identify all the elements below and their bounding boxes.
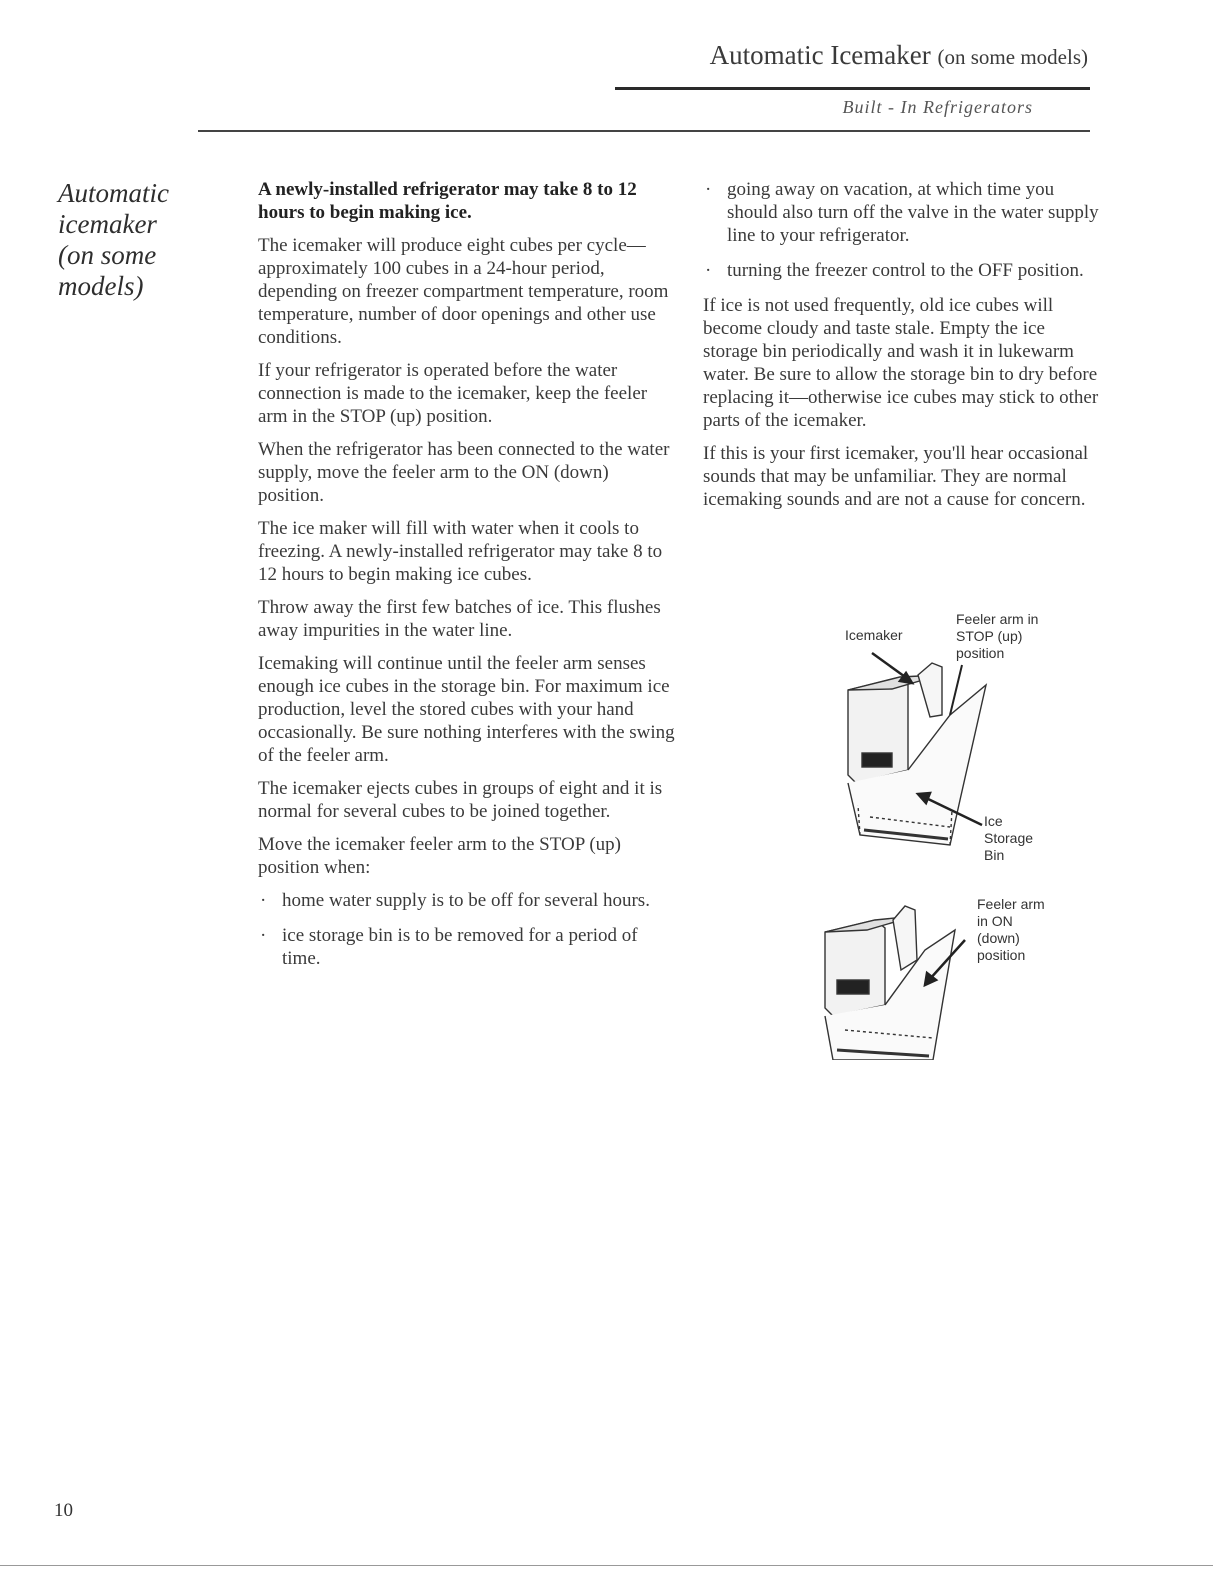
- bullet-item: [258, 889, 678, 912]
- icemaker-label-plate: [837, 980, 869, 994]
- section-heading-line: models): [58, 271, 144, 301]
- label-icemaker: Icemaker: [845, 627, 903, 643]
- header-rule-light: [198, 130, 1090, 132]
- body-paragraph: The icemaker will produce eight cubes per cycle—approximately 100 cubes in a 24-hour period, depending on freezer compartment temperature, room temperature, number of door openings and other use conditions.: [258, 235, 669, 348]
- bullet-text: turning the freezer control to the OFF position.: [727, 260, 1084, 281]
- bullet-item: [703, 259, 1103, 282]
- section-heading-line: (on some: [58, 240, 157, 270]
- label-line: position: [977, 947, 1026, 963]
- icemaker-figure-on: [805, 890, 1105, 1060]
- header-rule-heavy: [615, 87, 1090, 90]
- label-line: Feeler arm in: [956, 611, 1039, 627]
- body-paragraph: Icemaking will continue until the feeler arm senses enough ice cubes in the storage bin. For maximum ice production, level the stored cubes with your hand occasionally. Be sure nothing interferes with the swing of the feeler arm.: [258, 653, 675, 766]
- body-paragraph: Throw away the first few batches of ice. This flushes away impurities in the water line.: [258, 597, 661, 641]
- lead-paragraph: A newly-installed refrigerator may take 8 to 12 hours to begin making ice.: [258, 179, 637, 223]
- bullet-text: going away on vacation, at which time you should also turn off the valve in the water supply line to your refrigerator.: [727, 179, 1099, 246]
- icemaker-body: [825, 920, 885, 1016]
- page-title: [710, 40, 1088, 71]
- body-paragraph: If ice is not used frequently, old ice cubes will become cloudy and taste stale. Empty the ice storage bin periodically and wash it in lukewarm water. Be sure to allow the storage bin to dry before replacing it—otherwise ice cubes may stick to other parts of the icemaker.: [703, 295, 1099, 431]
- feeler-arm-up: [918, 663, 942, 717]
- bullet-item: [703, 178, 1103, 247]
- label-line: STOP (up): [956, 628, 1023, 644]
- icemaker-on-drawing: [805, 890, 1105, 1060]
- bullet-dot-icon: ·: [705, 179, 712, 200]
- label-line: Feeler arm: [977, 896, 1045, 912]
- body-paragraph: If your refrigerator is operated before the water connection is made to the icemaker, keep the feeler arm in the STOP (up) position.: [258, 360, 648, 427]
- section-heading-line: Automatic: [58, 178, 169, 208]
- section-heading-line: icemaker: [58, 209, 157, 239]
- page-title-text: Automatic Icemaker: [709, 40, 931, 70]
- label-line: in ON: [977, 913, 1013, 929]
- page-bottom-rule: [0, 1565, 1213, 1566]
- body-paragraph: Move the icemaker feeler arm to the STOP (up) position when:: [258, 834, 621, 878]
- body-paragraph: The ice maker will fill with water when it cools to freezing. A newly-installed refrigerator may take 8 to 12 hours to begin making ice cubes.: [258, 518, 663, 585]
- body-paragraph: If this is your first icemaker, you'll hear occasional sounds that may be unfamiliar. They are normal icemaking sounds and are not a cause for concern.: [703, 443, 1089, 510]
- bullet-text: ice storage bin is to be removed for a period of time.: [282, 925, 638, 969]
- icemaker-stop-drawing: [800, 605, 1100, 875]
- icemaker-label-plate: [862, 753, 892, 767]
- label-line: position: [956, 645, 1005, 661]
- body-paragraph: When the refrigerator has been connected to the water supply, move the feeler arm to the ON (down) position.: [258, 439, 670, 506]
- feeler-arm-down: [893, 906, 917, 970]
- bullet-dot-icon: ·: [260, 890, 267, 911]
- bullet-item: [258, 924, 678, 970]
- label-line: (down): [977, 930, 1020, 946]
- icemaker-figure-stop: [800, 605, 1100, 875]
- page-number: 10: [54, 1500, 73, 1521]
- right-column: [703, 178, 1103, 521]
- page-title-suffix: (on some models): [937, 45, 1088, 69]
- page-subtitle: Built - In Refrigerators: [842, 97, 1033, 117]
- label-line: Bin: [984, 847, 1005, 863]
- label-line: Storage: [984, 830, 1034, 846]
- bullet-dot-icon: ·: [260, 925, 267, 946]
- body-paragraph: The icemaker ejects cubes in groups of eight and it is normal for several cubes to be joined together.: [258, 778, 663, 822]
- bullet-dot-icon: ·: [705, 260, 712, 281]
- section-heading: [58, 178, 198, 302]
- label-line: Ice: [984, 813, 1003, 829]
- left-column: [258, 178, 678, 982]
- bullet-text: home water supply is to be off for several hours.: [282, 890, 650, 911]
